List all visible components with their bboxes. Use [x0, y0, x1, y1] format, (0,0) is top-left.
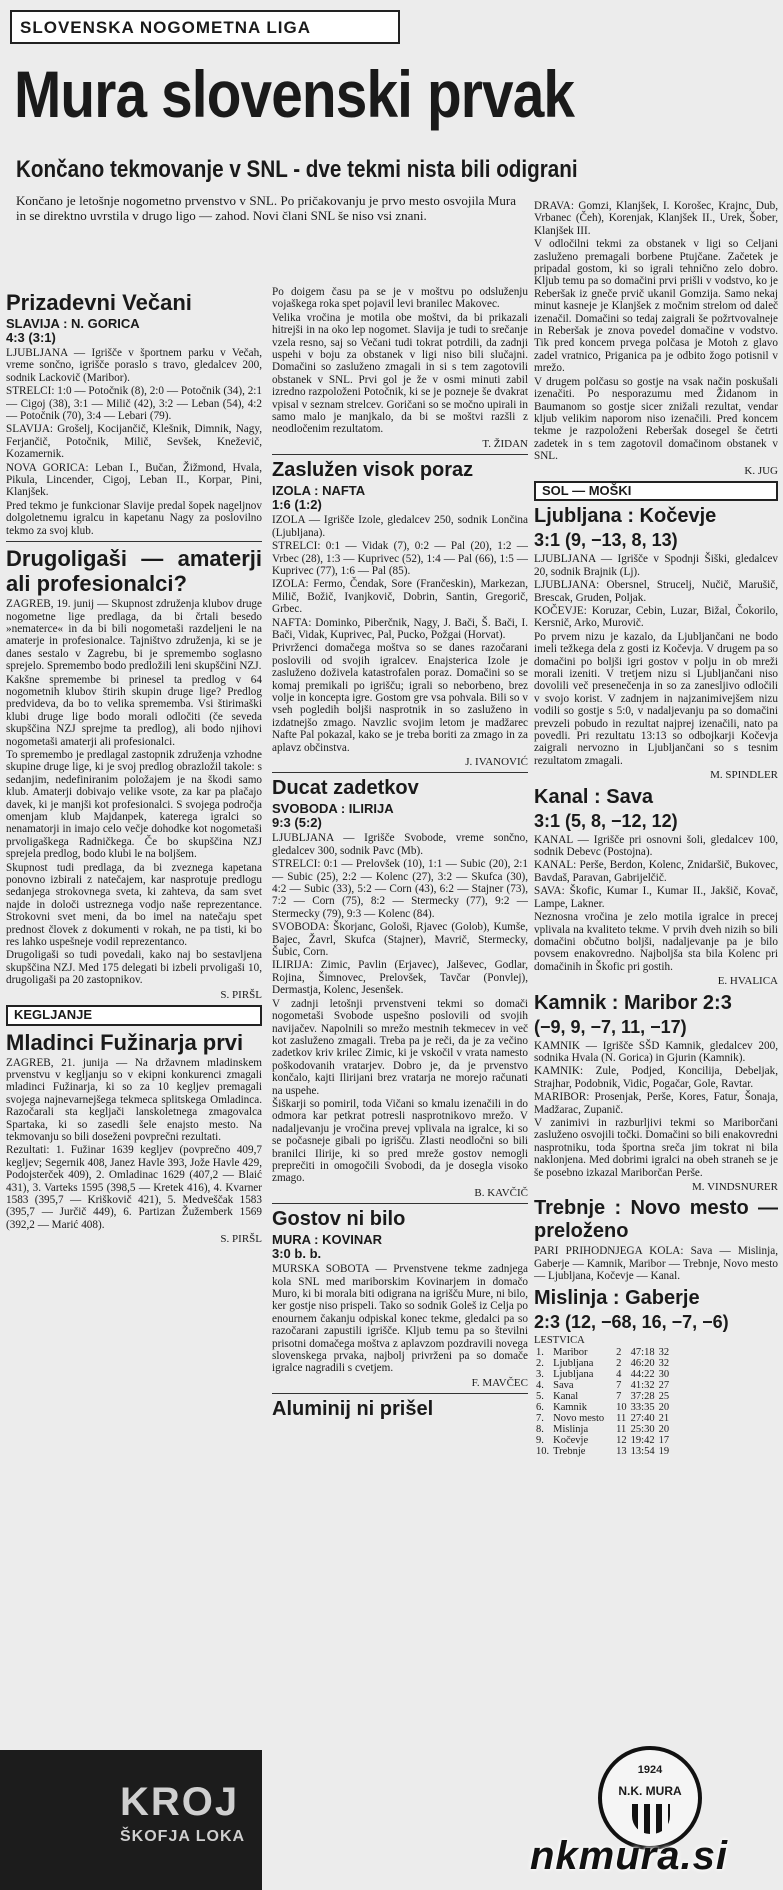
article-paragraph: SLAVIJA: Grošelj, Kocijančič, Klešnik, Dimnik, Nagy, Ferjančič, Potočnik, Milič, Sevšek, Kneževič, Kozamernik. [6, 423, 262, 461]
table-row [534, 1369, 671, 1380]
table-cell: 3. [536, 1369, 544, 1381]
match-score: 3:1 (9, −13, 8, 13) [534, 530, 678, 551]
table-cell: 5. [536, 1391, 544, 1403]
table-row [534, 1358, 671, 1369]
table-row [534, 1402, 671, 1413]
table-cell: 10. [536, 1446, 550, 1458]
article-paragraph: ILIRIJA: Zimic, Pavlin (Erjavec), Jalševec, Godlar, Rojina, Šimnovec, Prelovšek, Tavčar (Ponvlej), Dermastja, Kolenc, Jesenšek. [272, 959, 528, 997]
article-paragraph: Kakšne spremembe bi prinesel ta predlog v 64 nogometnih klubov štirih skupin druge lige? Predlog predvideva, da bo to velika sprememba. Vsi štirimaški klubi druge lige bodo morali odločiti (če seveda skupščina NZJ sprejme ta predlog), ali bodo njihovi nogometaši amaterji ali profesionalci. [6, 673, 262, 748]
table-cell: 44:22 [630, 1369, 655, 1381]
advertisement-photo [0, 1750, 262, 1890]
article-paragraph: Skupnost tudi predlaga, da bi zveznega kapetana ponovno izbirali z natečajem, kar nasprotuje predlogu sedanjega strokovnega sveta, ki zahteva, da sam svet najde in določi ustreznega vodjo naše reprezentance. Strokovni svet meni, da bo imel na natečaju spet prednost človek z dokumenti v rokah, ne pa tisti, ki bo res lahko uspešneje vodil reprezentanco. [6, 861, 262, 949]
article-paragraph: Po doigem času pa se je v moštvu po odsluženju vojaškega roka spet pojavil levi branilec Makovec. [272, 286, 528, 311]
table-row [534, 1413, 671, 1424]
article-paragraph: IZOLA: Fermo, Čendak, Sore (Frančeskin), Markezan, Milič, Božič, Ivanjkovič, Dobrin, Santin, Gregorič, Grbec. [272, 578, 528, 616]
author-signature: S. PIRŠL [220, 1233, 262, 1246]
table-cell: Sava [553, 1380, 574, 1392]
match-score: 2:3 (12, −68, 16, −7, −6) [534, 1311, 729, 1332]
author-signature: T. ŽIDAN [482, 437, 528, 450]
divider [272, 772, 528, 773]
table-cell: 11 [616, 1424, 627, 1436]
photo-title: KROJ [120, 1780, 240, 1824]
article-paragraph: KANAL — Igrišče pri osnovni šoli, gledalcev 100, sodnik Debevc (Postojna). [534, 833, 778, 859]
article-title: Mladinci Fužinarja prvi [6, 1029, 244, 1055]
article-paragraph: SAVA: Škofic, Kumar I., Kumar II., Jakšič, Kovač, Lampe, Lakner. [534, 885, 778, 910]
table-cell: 17 [658, 1435, 670, 1447]
column-right [534, 200, 778, 1890]
intro-paragraph: Končano je letošnje nogometno prvenstvo v SNL. Po pričakovanju je prvo mesto osvojila Mura in se direktno uvrstila v drugo ligo — zahod. Novi člani SNL še niso vsi znani. [16, 193, 516, 223]
article-title: Kanal : Sava [534, 785, 653, 808]
table-row [534, 1380, 671, 1391]
article-paragraph: STRELCI: 1:0 — Potočnik (8), 2:0 — Potočnik (34), 2:1 — Cigoj (38), 3:1 — Milič (42), 3:2 — Leban (54), 4:2 — Potočnik (70), 3:4 — Lebari (79). [6, 385, 262, 423]
table-cell: Ljubljana [553, 1358, 594, 1370]
article-paragraph: DRAVA: Gomzi, Klanjšek, I. Korošec, Krajnc, Dub, Vrbanec (Čeh), Korenjak, Klanjšek II., Urek, Šober, Klanjšek III. [534, 200, 778, 237]
table-cell: 33:35 [630, 1402, 655, 1414]
section-box: SOL — MOŠKI [534, 481, 778, 501]
section-box: KEGLJANJE [6, 1005, 262, 1025]
divider [272, 454, 528, 455]
article-paragraph: ZAGREB, 19. junij — Skupnost združenja klubov druge nogometne lige predlaga, da bi črtali besedo »nematerce« in da bi bili nogometaši razdeljeni le na amaterje in profesionalce. Tajništvo združenja, ki se je danes sestalo v Zagrebu, bi je spremembo soglasno sprejelo. Spremembo bodo predložili leni skupščini NZJ. [6, 598, 262, 673]
article-paragraph: NAFTA: Dominko, Piberčnik, Nagy, J. Bači, Š. Bači, I. Bači, Vidak, Kuprivec, Pal, Pucko, Požgai (Horvat). [272, 616, 528, 641]
article-paragraph: IZOLA — Igrišče Izole, gledalcev 250, sodnik Lončina (Ljubljana). [272, 514, 528, 539]
logo-stripes-icon [632, 1804, 670, 1834]
divider [272, 1203, 528, 1204]
table-cell: Kanal [553, 1391, 579, 1403]
article-paragraph: Velika vročina je motila obe moštvi, da bi prikazali hitrejši in na oko lep nogomet. Slavija je tudi to srečanje vzela resno, saj so Večani tudi tokrat potrdili, da zadnji uspehi v boju za obstanek v ligi niso bili slučajni. Domačini so zasluženo zmagali in si s tem zagotovili obstanek v SNL. Prvi gol je že v osmi minuti zabil izredno razpoloženi Potočnik, ki se je pozneje še dvakrat vpisal v seznam strelcev. Goričani so se močno upirali in samo malo je manjkalo, da bi se moštvi razšli z neodločenim rezultatom. [272, 311, 528, 436]
article-paragraph: STRELCI: 0:1 — Prelovšek (10), 1:1 — Subic (20), 2:1 — Subic (25), 2:2 — Kolenc (27), 3:2 — Skufca (30), 4:2 — Subic (33), 5:2 — Corn (43), 6:2 — Stajner (73), 7:2 — Corn (75), 8:2 — Stermecky (77), 9:2 — Stermecky (79), 9:3 — Kolenc (84). [272, 858, 528, 920]
match-teams: IZOLA : NAFTA [272, 483, 366, 499]
article-paragraph: KAMNIK — Igrišče SŠD Kamnik, gledalcev 200, sodnika Hvala (N. Gorica) in Gjurin (Kamnik). [534, 1039, 778, 1064]
table-cell: 20 [658, 1424, 670, 1436]
table-cell: 30 [658, 1369, 670, 1381]
article-title: Kamnik : Maribor 2:3 [534, 991, 732, 1014]
page-headline: Mura slovenski prvak [14, 57, 575, 131]
table-cell: 46:20 [630, 1358, 655, 1370]
author-signature: J. IVANOVIĆ [465, 756, 528, 768]
author-signature: S. PIRŠL [220, 988, 262, 1001]
standings-table [534, 1347, 671, 1457]
article-paragraph: V drugem polčasu so gostje na vsak način poskušali izenačiti. Po nesporazumu med Židanom in Baumanom so gostje sicer znižali rezultat, vendar kljub velikim naporom niso izenačili. Pred koncem tekme je razpoloženi Reberšak dosegel še četrti zadetek in s tem zagotovil domačinom obstanek v SNL. [534, 375, 778, 463]
table-cell: 4. [536, 1380, 544, 1392]
photo-subtitle: ŠKOFJA LOKA [120, 1828, 246, 1845]
table-cell: 21 [658, 1413, 670, 1425]
table-cell: Ljubljana [553, 1369, 594, 1381]
article-paragraph: KOČEVJE: Koruzar, Cebin, Luzar, Bižal, Čokorilo, Kersnič, Arko, Murovič. [534, 604, 778, 630]
table-cell: 1. [536, 1347, 544, 1359]
article-paragraph: LJUBLJANA: Obersnel, Strucelj, Nučič, Marušič, Brescak, Gruden, Poljak. [534, 579, 778, 604]
article-paragraph: PARI PRIHODNJEGA KOLA: Sava — Mislinja, Gaberje — Kamnik, Maribor — Trebnje, Novo mesto — Ljubljana, Kočevje — Kanal. [534, 1245, 778, 1283]
article-paragraph: KANAL: Perše, Berdon, Kolenc, Znidaršič, Bukovec, Bavdaš, Paravan, Gabrijelčič. [534, 859, 778, 884]
table-cell: Trebnje [553, 1446, 586, 1458]
match-score: 4:3 (3:1) [6, 330, 56, 345]
article-paragraph: KAMNIK: Zule, Podjed, Koncilija, Debeljak, Strajhar, Podobnik, Vidic, Pogačar, Gole, Ravtar. [534, 1065, 778, 1090]
section-kicker: SLOVENSKA NOGOMETNA LIGA [10, 10, 400, 44]
table-cell: 19:42 [630, 1435, 655, 1447]
article-paragraph: NOVA GORICA: Leban I., Bučan, Žižmond, Hvala, Pikula, Lincender, Cigoj, Leban II., Korpar, Pini, Klanjšek. [6, 461, 262, 499]
table-cell: 6. [536, 1402, 544, 1414]
divider [6, 541, 262, 542]
match-score: 1:6 (1:2) [272, 497, 322, 513]
article-paragraph: V zadnji letošnji prvenstveni tekmi so domači nogometaši Svobode uspešno poslovili od svojih navijačev. Napolnili so mrežo mestnih tekmecev in več kot zasluženo zmagali. Treba pa je reči, da je za večino zadetkov kriv krilec Zimic, ki je vskočil v vrata namesto poškodovanih vratarjev. Dobro je, da je prvenstvo končalo, kajti Ilirijani brez vratarja ne morejo računati na uspehe. [272, 997, 528, 1097]
author-signature: M. SPINDLER [710, 769, 778, 782]
article-paragraph: STRELCI: 0:1 — Vidak (7), 0:2 — Pal (20), 1:2 — Vrbec (28), 1:3 — Kuprivec (52), 1:4 — Pal (66), 1:5 — Kuprivec (77), 1:6 — Pal (85). [272, 540, 528, 577]
author-signature: M. VINDSNURER [692, 1181, 778, 1193]
article-paragraph: V zanimivi in razburljivi tekmi so Mariborčani zasluženo osvojili točki. Domačini so bili enakovredni nasprotniku, toda športna sreča jim tokrat ni bila naklonjena. Med dobrimi igralci na obeh straneh se je še posebno izkazal Mariborčan Perše. [534, 1116, 778, 1179]
table-cell: 47:18 [630, 1347, 655, 1359]
match-score: 9:3 (5:2) [272, 815, 322, 831]
article-title: Gostov ni bilo [272, 1208, 406, 1231]
match-score: 3:0 b. b. [272, 1246, 322, 1262]
article-paragraph: Šiškarji so pomiril, toda Vičani so kmalu izenačili in do odmora kar petkrat potresli nasprotnikovo mrežo. V nadaljevanju je vročina prevej vplivala na igralce, ki so se počasneje gibali po igrišču. Zlasti neodločni so bili branilci Ilirije, ki so pred mreže gostov nemogli preprečiti in omogočili Svobodi, da je dosegla visoko zmago. [272, 1097, 528, 1185]
match-teams: MURA : KOVINAR [272, 1232, 383, 1248]
article-title: Mislinja : Gaberje [534, 1286, 700, 1309]
table-cell: Maribor [553, 1347, 588, 1359]
article-paragraph: LJUBLJANA — Igrišče v športnem parku v Večah, vreme sončno, igrišče poraslo s travo, gledalcev 200, sodnik Lackovič (Maribor). [6, 347, 262, 384]
article-paragraph: Pred tekmo je funkcionar Slavije predal šopek nageljnov dolgoletnemu igralcu in kapetanu Nagy za poslovilno tekmo za svoj klub. [6, 499, 262, 537]
author-signature: B. KAVČIČ [474, 1186, 528, 1199]
table-cell: Mislinja [553, 1424, 589, 1436]
article-title: Ducat zadetkov [272, 777, 419, 800]
table-label: LESTVICA [534, 1334, 585, 1346]
site-watermark: nkmura.si [530, 1834, 728, 1878]
table-cell: 25 [658, 1391, 670, 1403]
table-cell: 11 [616, 1413, 627, 1425]
article-title: Aluminij ni prišel [272, 1398, 434, 1421]
article-paragraph: Rezultati: 1. Fužinar 1639 kegljev (povprečno 409,7 kegljev; Segernik 408, Janez Havle 393, Jože Havle 429, Podojsterček 409), 2. Omladinac 1629 (407,2 — Blaić 431), 3. Varteks 1595 (398,5 — Kretek 416), 4. Kvarner 1583 (395,7 — Kriškovič 421), 5. Medveščak 1583 (395,7 — Jurčič 449), 6. Partizan Žužemberk 1569 (392,2 — Marić 408). [6, 1144, 262, 1231]
article-paragraph: To spremembo je predlagal zastopnik združenja vzhodne skupine druge lige, ki je svoj predlog obrazložil takole: s sedanjim, nedefiniranim položajem je na škodi samo klub. Amaterji dobivajo velike vsote, za kar pa plačajo davek, ki je manjši kot profesionalci. S svojega področja omenjam klub Majdanpek, katerega igralci so nenamatorji in imajo celo večje dohodke kot nogometaši prvoligaškega Radničkega. Če bo skupščina NZJ sprejela predlog, bodo klubi le na boljšem. [6, 748, 262, 861]
article-paragraph: Po prvem nizu je kazalo, da Ljubljančani ne bodo imeli težkega dela z gosti iz Kočevja. V drugem pa so domačini po boljši igri gostov v polju in ob mreži morali izeniti. V tretjem nizu si Ljubljančani niso dovolili več presenečenja in so za zanesljivo odločili v svojo korist. V zadnjem in najzanimivejšem nizu vodili so gostje s 5:0, v nadaljevanju pa so domačini prevzeli pobudo in rezultat najprej izenačili, nato pa povedli. Pri rezultatu 13:13 so odbojkarji Kočevja zaigrali nervozno in Ljubljančani so s tesnim rezultatom zmagali. [534, 630, 778, 767]
table-cell: 9. [536, 1435, 544, 1447]
table-cell: 7 [616, 1391, 622, 1403]
table-row [534, 1446, 671, 1457]
table-cell: 13 [616, 1446, 627, 1458]
table-cell: 2. [536, 1358, 544, 1370]
match-teams: SLAVIJA : N. GORICA [6, 316, 140, 331]
table-cell: 20 [658, 1402, 670, 1414]
match-teams: SVOBODA : ILIRIJA [272, 801, 394, 817]
article-paragraph: LJUBLJANA — Igrišče v Spodnji Šiški, gledalcev 20, sodnik Brajnik (Lj). [534, 553, 778, 578]
article-title: Drugoligaši — amaterji ali profesionalci? [6, 546, 262, 597]
article-title: Prizadevni Večani [6, 290, 192, 315]
match-score: (−9, 9, −7, 11, −17) [534, 1016, 687, 1037]
divider [272, 1393, 528, 1394]
column-middle [272, 286, 528, 1890]
table-cell: 41:32 [630, 1380, 655, 1392]
article-paragraph: Privrženci domačega moštva so se danes razočarani poslovili od svojih igralcev. Enajsterica Izole je zasluženo doživela katastrofalen poraz. Domačini so se komaj premikali po igrišču; igrali so neborbeno, brez volje in koncepta igre. Gostom gre vsa pohvala. Bili so v vseh pogledih boljši nasprotnik in so zasluženo in izdatnejšo zmago. Navzlic svojim letom je madžarec Nafte Pal pokazal, kako se je treba boriti za zmago in za aplavz občinstva. [272, 642, 528, 754]
table-cell: 10 [616, 1402, 627, 1414]
table-cell: 2 [616, 1347, 622, 1359]
table-row [534, 1424, 671, 1435]
table-cell: 37:28 [630, 1391, 655, 1403]
column-left [6, 286, 262, 1746]
table-cell: 19 [658, 1446, 670, 1458]
table-cell: 7. [536, 1413, 544, 1425]
article-title: Trebnje : Novo mesto — preloženo [534, 1197, 778, 1243]
table-row [534, 1435, 671, 1446]
author-signature: E. HVALICA [717, 975, 778, 988]
table-cell: Kamnik [553, 1402, 587, 1414]
article-title: Zaslužen visok poraz [272, 459, 474, 482]
article-paragraph: V odločilni tekmi za obstanek v ligi so Celjani zasluženo premagali borbene Ptujčane. Začetek je pripadal gostom, ki so igrali tehnično zelo dobro. Kljub temu pa so domačini prvi prišli v vodstvo, ko je Reberšak iz gneče prvič ukanil Gomzija. Samo nekaj minut kasneje je Klanjšek z močnim strelom od daleč izenačil. Domačini so tedaj zaigrali še požrtvovalneje in Reberšak je znova povedel domačine v vodstvo. Tik pred koncem prvega polčasa je Motoh z glavo zadel vratnico, Priganica pa je odbito žogo potisnil v mrežo. [534, 238, 778, 375]
article-paragraph: ZAGREB, 21. junija — Na državnem mladinskem prvenstvu v kegljanju so v ekipni konkurenci zmagali mladinci Fužinarja, ki so za 10 kegljev premagali svojega najnevarnejšega tekmeca splitskega Omladinca. Razočarali sta kegljači lanskoletnega zmagovalca Spartaka, ki so zasedli šele enajsto mesto. Na tekmovanju so bili doseženi povprečni rezultati. [6, 1056, 262, 1143]
article-paragraph: LJUBLJANA — Igrišče Svobode, vreme sončno, gledalcev 300, sodnik Pavc (Mb). [272, 832, 528, 857]
table-cell: Novo mesto [553, 1413, 605, 1425]
table-cell: 27 [658, 1380, 670, 1392]
table-row [534, 1347, 671, 1358]
table-cell: 7 [616, 1380, 622, 1392]
table-cell: 32 [658, 1358, 670, 1370]
table-cell: Kočevje [553, 1435, 589, 1447]
article-paragraph: Drugoligaši so tudi povedali, kako naj bo sestavljena skupščina NZJ. Med 175 delegati bi izbeli prvoligaši 10, drugoligaši pa 20 zastopnikov. [6, 949, 262, 987]
article-title: Ljubljana : Kočevje [534, 505, 717, 528]
article-paragraph: Neznosna vročina je zelo motila igralce in precej vplivala na kvaliteto tekme. V prvih dveh nizih so bili domačini občutno boljši, nadaljevanje pa je bilo povsem enakovredno. Najboljša sta bila Kolenc pri domačinih in Škofic pri gostih. [534, 911, 778, 973]
author-signature: F. MAVČEC [471, 1376, 528, 1389]
logo-year: 1924 [637, 1764, 663, 1776]
table-row [534, 1391, 671, 1402]
table-cell: 27:40 [630, 1413, 655, 1425]
article-paragraph: MURSKA SOBOTA — Prvenstvene tekme zadnjega kola SNL med mariborskim Kovinarjem in domačo Muro, ki bi morala biti odigrana na igrišču Mure, ni bilo, ker gostje niso prispeli. Tako so sodnik Goleš iz Celja po enournem čakanju odpiskal konec tekme, gledalci pa so razočarani zapustili igrišče. Kljub temu pa so številni prisotni domačega moštva z aplavzom pozdravili novega slovenskega prvaka, najbolj privrženi pa so domače igralce nagradili s cvetjem. [272, 1263, 528, 1375]
author-signature: K. JUG [744, 464, 778, 477]
table-cell: 13:54 [630, 1446, 655, 1458]
table-cell: 12 [616, 1435, 627, 1447]
article-paragraph: MARIBOR: Prosenjak, Perše, Kores, Fatur, Šonaja, Madžarac, Zupanič. [534, 1091, 778, 1116]
logo-name: N.K. MURA [618, 1784, 682, 1798]
table-cell: 32 [658, 1347, 670, 1359]
match-score: 3:1 (5, 8, −12, 12) [534, 810, 678, 831]
table-cell: 8. [536, 1424, 544, 1436]
table-cell: 2 [616, 1358, 622, 1370]
table-cell: 25:30 [630, 1424, 655, 1436]
page-subheadline: Končano tekmovanje v SNL - dve tekmi nista bili odigrani [16, 156, 578, 183]
table-cell: 4 [616, 1369, 622, 1381]
article-paragraph: SVOBODA: Škorjanc, Gološi, Rjavec (Golob), Kumše, Bajec, Žavrl, Skufca (Stajner), Mavrič, Stermecky, Šubic, Corn. [272, 921, 528, 959]
